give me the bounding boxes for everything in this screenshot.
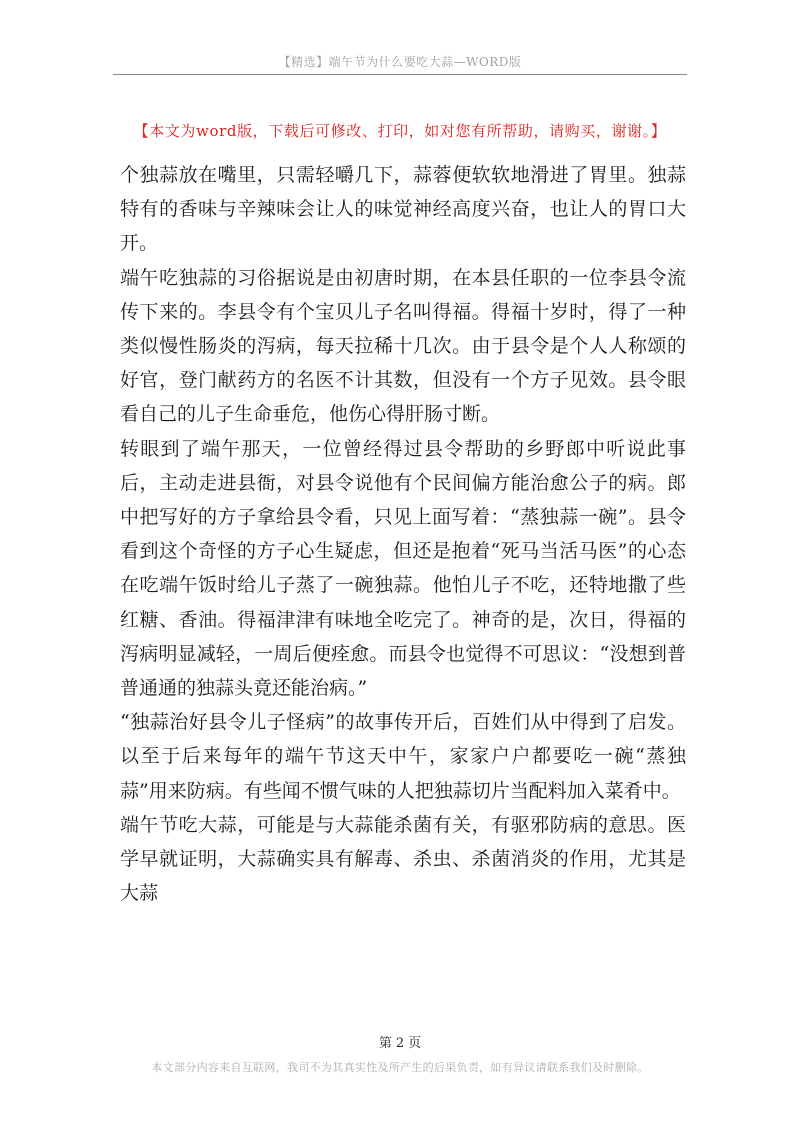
page-header-title: 【精选】端午节为什么要吃大蒜—WORD版 (278, 55, 522, 69)
purchase-notice: 【本文为word版，下载后可修改、打印，如对您有所帮助，请购买，谢谢。】 (133, 122, 667, 140)
page-suffix: 页 (408, 1036, 422, 1051)
header-divider (113, 74, 687, 75)
paragraph-1: 个独蒜放在嘴里，只需轻嚼几下，蒜蓉便软软地滑进了胃里。独蒜特有的香味与辛辣味会让人的味觉神经高度兴奋，也让人的胃口大开。 (120, 164, 686, 255)
page-number (0, 1032, 800, 1051)
paragraph-3: 转眼到了端午那天，一位曾经得过县令帮助的乡野郎中听说此事后，主动走进县衙，对县令说他有个民间偏方能治愈公子的病。郎中把写好的方子拿给县令看，只见上面写着：“蒸独蒜一碗”。县令看到这个奇怪的方子心生疑虑，但还是抱着“死马当活马医”的心态在吃端午饭时给儿子蒸了一碗独蒜。他怕儿子不吃，还特地撒了些红糖、香油。得福津津有味地全吃完了。神奇的是，次日，得福的泻病明显减轻，一周后便痊愈。而县令也觉得不可思议：“没想到普普通通的独蒜头竟还能治病。” (120, 437, 686, 700)
paragraph-2: 端午吃独蒜的习俗据说是由初唐时期，在本县任职的一位李县令流传下来的。李县令有个宝贝儿子名叫得福。得福十岁时，得了一种类似慢性肠炎的泻病，每天拉稀十几次。由于县令是个人人称颂的好官，登门献药方的名医不计其数，但没有一个方子见效。县令眼看自己的儿子生命垂危，他伤心得肝肠寸断。 (120, 266, 686, 426)
article-body (120, 158, 686, 910)
paragraph-5: 端午节吃大蒜，可能是与大蒜能杀菌有关，有驱邪防病的意思。医学早就证明，大蒜确实具有解毒、杀虫、杀菌消炎的作用，尤其是大蒜 (120, 813, 686, 905)
page-prefix: 第 (378, 1036, 392, 1051)
paragraph-4: “独蒜治好县令儿子怪病”的故事传开后，百姓们从中得到了启发。以至于后来每年的端午节这天中午，家家户户都要吃一碗“蒸独蒜”用来防病。有些闻不惯气味的人把独蒜切片当配料加入菜肴中。 (120, 711, 686, 802)
footer-disclaimer: 本文部分内容来自互联网，我司不为其真实性及所产生的后果负责，如有异议请联系我们及时删除。 (151, 1061, 649, 1074)
page-number-value: 2 (395, 1036, 405, 1051)
